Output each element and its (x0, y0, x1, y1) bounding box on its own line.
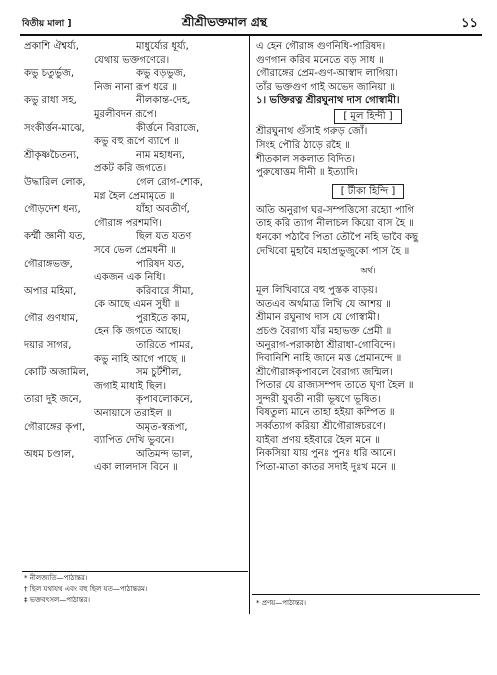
hindi-verse-line: পুরুষোত্তম দীনী ॥ ইত্যাদি। (256, 167, 358, 179)
verse-part-a: গৌড়দেশ ধন্য, (24, 204, 81, 216)
footnote-rule-left (22, 571, 248, 572)
verse-part-a: প্রকাশি ঐশ্বর্য্য, (24, 41, 79, 52)
left-verse-line (24, 122, 244, 136)
verse-part-b: মাধুর্য্যের ধূর্য্য, (136, 41, 189, 52)
verse-line: তাঁর ভক্তগুণ গাই অভেদ জানিয়া ॥ (256, 81, 396, 93)
left-verse-line (24, 312, 244, 326)
tika-verse-line: দেখিবো মুহাবৈ মহাপ্রভুজুকো পাস হৈ ॥ (256, 245, 410, 257)
verse-part-b: হেন কি জগতে আছে। (94, 326, 182, 338)
verse-part-b: কে আছে এমন সুধী ॥ (94, 299, 180, 311)
verse-part-b: কভু নাহি আগে পাছে ॥ (94, 353, 186, 365)
meaning-verse-line: অতএব অর্থমাত্র লিখি যে আশয় ॥ (256, 298, 391, 310)
meaning-verse-line: পিতা-মাতা কাতর সদাই দুঃখ মনে ॥ (256, 461, 396, 473)
left-verse-line (24, 108, 244, 122)
verse-part-b: যাঁহা অবতীর্ণ, (136, 204, 190, 216)
verse-part-b: একজন এক নিধি। (94, 272, 166, 284)
verse-part-b: অনায়াসে তরাইল ॥ (94, 408, 172, 420)
left-verse-line (24, 366, 244, 380)
verse-part-b: একা লালদাস বিনে ॥ (94, 462, 178, 474)
left-verse-line (24, 135, 244, 149)
meaning-verse-line: সুন্দরী যুবতী নারী ভূষণে ভূষিত। (256, 393, 381, 405)
verse-part-b: যেথায় ভক্তগণেরে। (94, 54, 170, 66)
verse-part-b: কৃপাবলোকনে, (136, 394, 193, 406)
left-verse-line (24, 81, 244, 95)
left-column (24, 40, 244, 475)
footnote: † ছিল যথাযথ এবং বহু ছিল যত—পাঠান্তরম। (24, 585, 148, 593)
verse-part-b: কীর্ত্তনে বিরাজে, (136, 122, 200, 134)
tika-verse-line: তাহ করি ত্যাগ নীলাচল কিয়ো বাস হৈ ॥ (256, 218, 414, 230)
page-header (22, 14, 478, 36)
left-verse-line (24, 67, 244, 81)
meaning-verse-line: সর্ব্বত্যাগ করিয়া শ্রীগৌরাঙ্গচরণে। (256, 421, 386, 433)
verse-part-b: মগ্ন হৈল প্রেমামৃতে ॥ (94, 190, 175, 202)
left-verse-line (24, 393, 244, 407)
left-verse-line (24, 217, 244, 231)
footnote-rule-right (252, 594, 480, 595)
meaning-verse-line: যাইবা প্রণয় হইবারে হৈল মনে ॥ (256, 434, 381, 446)
verse-part-b: ব্যাপিত দেখি ভুবনে। (94, 435, 175, 447)
verse-line: এ হেন গৌরাঙ্গ গুণনিধি-পারিষদ। (256, 41, 386, 52)
left-verse-line (24, 190, 244, 204)
verse-part-b: মুরলীবদন রূপে। (94, 108, 157, 120)
left-verse-line (24, 325, 244, 339)
verse-part-b: কভু বড়ভুজ, (136, 68, 186, 80)
left-verse-line (24, 339, 244, 353)
meaning-verse-line: প্রচণ্ড বৈরাগ্য যাঁর মহাভক্ত প্রেমী ॥ (256, 325, 392, 337)
verse-part-b: নীলকান্ত-দেহ, (136, 95, 191, 107)
verse-part-a: অপার মহিমা, (24, 285, 77, 297)
verse-part-a: গৌরাঙ্গভক্ত, (24, 258, 73, 270)
tika-verses (256, 204, 480, 258)
verse-part-a: সংকীর্ত্তন-মাঝে, (24, 122, 85, 134)
hindi-verse-line: শ্রীরঘুনাথ গুঁসাই গরুড় জোঁ। (256, 126, 368, 138)
left-verse-line (24, 448, 244, 462)
meaning-verse-line: মূল লিখিবারে বহু পুস্তক বাড়য়। (256, 285, 378, 297)
verse-part-a: কোটি অজামিল, (24, 367, 89, 379)
left-verse-line (24, 40, 244, 54)
verse-part-a: উদ্ধারিল লোক, (24, 176, 86, 188)
verse-part-a: কভু চতুর্ভুজ, (24, 68, 75, 80)
left-verse-line (24, 54, 244, 68)
verse-part-a: কভু রাধা সহ, (24, 95, 77, 107)
left-verse-line (24, 407, 244, 421)
meaning-verse-line: শ্রীগৌরাঙ্গকৃপাবলে বৈরাগ্য জন্মিল। (256, 366, 393, 378)
verse-part-b: পুরাইতে কাম, (136, 312, 190, 324)
verse-part-b: নিজ নানা রূপ ধরে ॥ (94, 81, 178, 93)
verse-part-b: করিবারে সীমা, (136, 285, 194, 297)
verse-part-b: জগাই মাধাই ছিল। (94, 380, 167, 392)
footnotes-left (24, 573, 246, 606)
opening-verses (256, 40, 480, 94)
verse-part-a: দয়ার সাগর, (24, 340, 72, 352)
verse-part-b: অতিমন্দ ভাল, (136, 448, 193, 460)
left-verse-line (24, 244, 244, 258)
meaning-verse-line: দিবানিশি নাহি জানে মত্ত প্রেমানন্দে ॥ (256, 353, 402, 365)
verse-part-b: ছিল যত যতণ (136, 231, 192, 243)
left-verse-line (24, 353, 244, 367)
right-column (256, 40, 480, 474)
meaning-verses (256, 284, 480, 474)
meaning-verse-line: নিকসিয়া যায় পুনঃ পুনঃ ধরি আনে। (256, 448, 396, 460)
hindi-verses (256, 125, 480, 179)
footnote: * নীলজ্যতি—পাঠান্তর। (24, 574, 88, 582)
verse-part-b: প্রকট করি জগতে। (94, 163, 167, 175)
verse-part-a: গৌর গুণধাম, (24, 312, 79, 324)
verse-part-a: কর্ম্মী জ্ঞানী যত, (24, 231, 86, 243)
verse-part-b: পারিষদ যত, (136, 258, 185, 270)
meaning-verse-line: শ্রীমান রঘুনাথ দাস যে গোস্বামী। (256, 312, 380, 324)
tika-verse-line: অতি অনুরাগ ঘর-সম্পত্তিসো রহ্যো পাগি (256, 204, 415, 216)
verse-part-a: শ্রীকৃষ্ণচৈতন্য, (24, 149, 80, 161)
mool-hindi-box-row (256, 109, 480, 125)
book-title: শ্রীশ্রীভক্তমাল গ্রন্থ (182, 15, 267, 29)
column-divider (249, 36, 250, 614)
footnote: ‡ ভক্তবৎসল—পাঠান্তর। (24, 596, 90, 604)
left-verse-line (24, 162, 244, 176)
footnote: * প্রণয়—পাঠান্তর। (256, 599, 307, 607)
mool-hindi-label: [ মূল হিন্দী ] (334, 109, 401, 124)
hindi-verse-line: শীতকাল সকলাত বিদিত। (256, 153, 356, 165)
verse-part-b: কভু বহু রূপে ব্যাপে ॥ (94, 136, 180, 148)
left-verse-line (24, 176, 244, 190)
header-rule (20, 34, 482, 36)
verse-part-b: তারিতে পামর, (136, 340, 194, 352)
verse-line: গুণগান করিব মনেতে বড় সাধ ॥ (256, 54, 384, 66)
verse-line: গৌরাঙ্গের প্রেম-গুণ-আস্বাদ লাগিয়া। (256, 68, 398, 80)
left-verse-line (24, 421, 244, 435)
verse-part-a: তারা দুই জনে, (24, 394, 82, 406)
verse-part-a: অধম চণ্ডাল, (24, 448, 75, 460)
verse-part-b: গেল রোগ-শোক, (136, 176, 203, 188)
meaning-verse-line: অনুরাগ-পরাকাষ্ঠা শ্রীরাধা-গোবিন্দে। (256, 339, 396, 351)
tika-hindi-label: [ টীকা হিন্দি ] (332, 184, 405, 199)
verse-part-b: নাম মহাধন্য, (136, 149, 185, 161)
verse-part-b: অমৃত-স্বরূপা, (136, 421, 188, 433)
verse-part-b: সবে ভেল প্রেমধনী ॥ (94, 244, 176, 256)
meaning-verse-line: পিতার যে রাজ্যসম্পদ তাতে ঘৃণা হৈল ॥ (256, 380, 414, 392)
left-verse-line (24, 271, 244, 285)
verse-part-b: সম চুৰ্টশীল, (136, 367, 182, 379)
page-number: ১১ (461, 16, 478, 31)
meaning-verse-line: বিষতুল্য মানে তাহা হইয়া কম্পিত ॥ (256, 407, 395, 419)
section-heading: ১। ভক্তিরত্ন শ্রীরঘুনাথ দাস গোস্বামী। (256, 95, 400, 107)
left-verse-line (24, 298, 244, 312)
left-verse-line (24, 258, 244, 272)
artha-label: অর্থ। (360, 266, 376, 276)
verse-part-a: গৌরাঙ্গের কৃপা, (24, 421, 86, 433)
left-verse-line (24, 94, 244, 108)
hindi-verse-line: সিংহ পৌরি ঠাড়ে রহৈ ॥ (256, 139, 350, 151)
series-label: বিতীয় মালা ] (22, 19, 72, 29)
footnotes-right (256, 598, 478, 609)
left-verse-line (24, 230, 244, 244)
left-verse-line (24, 149, 244, 163)
verse-part-b: গৌরাঙ্গ পরশমণি। (94, 217, 162, 229)
left-verse-line (24, 203, 244, 217)
left-verse-line (24, 285, 244, 299)
left-verse-line (24, 461, 244, 475)
tika-verse-line: ধনকো পঠাবৈ পিতা তৌপৈ নহি ভাবৈ কছু (256, 231, 419, 243)
left-verse-line (24, 434, 244, 448)
tika-box-row (256, 184, 480, 204)
left-verse-line (24, 380, 244, 394)
